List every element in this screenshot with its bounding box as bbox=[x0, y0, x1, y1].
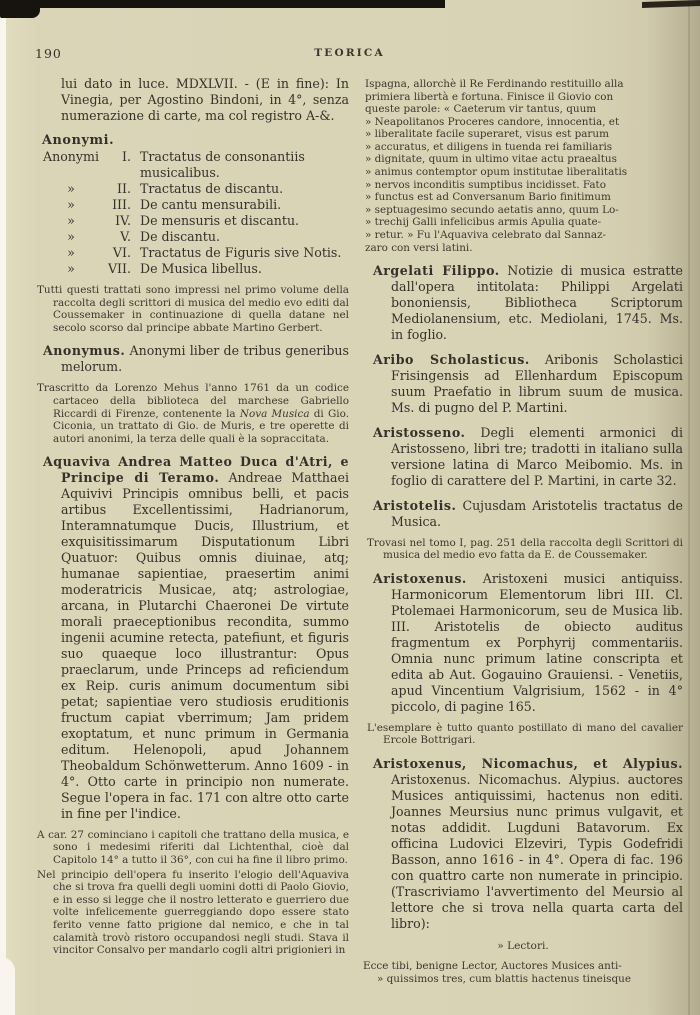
list-item bbox=[43, 245, 349, 261]
entry-anonymus bbox=[43, 343, 349, 375]
list-item-lead: » bbox=[67, 181, 75, 197]
footnote-trascritto bbox=[37, 382, 349, 445]
footnote-text: Trascritto da Lorenzo Mehus l'anno 1761 da un codice cartaceo della biblioteca del marchese Gabriello Riccardi di Firenze, contenente la bbox=[37, 382, 349, 420]
footnote-trovasi: Trovasi nel tomo I, pag. 251 della raccolta degli Scrittori di musica del medio evo fatta da E. de Coussemaker. bbox=[367, 536, 683, 562]
entry-aquaviva bbox=[43, 454, 349, 822]
footnote-italic-title: Nova Musica bbox=[239, 407, 310, 420]
left-column bbox=[33, 76, 349, 985]
footnote-line: Ispagna, allorchè il Re Ferdinando restituillo alla bbox=[365, 78, 624, 90]
page-header bbox=[33, 44, 683, 66]
lectori-line: » Lectori. bbox=[497, 939, 549, 952]
entry-text: Notizie di musica estratte dall'opera intitolata: Philippi Argelati bononiensis, Bibliotheca Scriptorum Mediolanensium, etc. Mediolani, 1745. Ms. in foglio. bbox=[391, 263, 683, 343]
entry-text: Aribonis Scholastici Frisingensis ad Ellenhardum Episcopum suum Praefatio in librum suum de musica. Ms. di pugno del P. Martini. bbox=[391, 352, 683, 415]
entry-heading-anonymi: Anonymi. bbox=[42, 132, 115, 148]
entry-name: Aquaviva Andrea Matteo Duca d'Atri, e Principe di Teramo. bbox=[43, 454, 349, 486]
footnote-line: » liberalitate facile superaret, visus est parum bbox=[365, 128, 609, 141]
footnote-line: zaro con versi latini. bbox=[365, 241, 473, 254]
page-content bbox=[33, 44, 683, 985]
footnote-line: » septuagesimo secundo aetatis anno, quum Lo- bbox=[365, 203, 619, 216]
list-item bbox=[43, 197, 349, 213]
list-item-lead: » bbox=[67, 261, 75, 277]
page-number: 190 bbox=[35, 46, 62, 61]
list-item-numeral: V. bbox=[120, 229, 131, 245]
list-item-numeral: VI. bbox=[112, 245, 131, 261]
entry-name: Aristosseno. bbox=[373, 424, 466, 440]
running-head: TEORICA bbox=[314, 47, 385, 59]
list-item-numeral: III. bbox=[112, 197, 131, 213]
two-column-text bbox=[33, 76, 683, 985]
list-item bbox=[43, 149, 349, 181]
footnote-text: di Gio. Ciconia, un trattato di Gio. de Muris, e tre operette di autori anonimi, la terza delle quali è la sopraccitata. bbox=[53, 407, 349, 445]
continuation-paragraph: lui dato in luce. MDXLVII. - (E in fine): In Vinegia, per Agostino Bindoni, in 4°, senza numerazione di carte, ma col registro A-&. bbox=[61, 76, 349, 123]
entry-text: Andreae Matthaei Aquivivi Principis omnibus belli, et pacis artibus Excellentissimi, Hadrianorum, Interamnatumque Ducis, Illustrium, et exquisitissimarum Disputationum Libri Quatuor: Quibus omnis diuinae, atq; humanae sapientiae, praesertim animi moderatricis Musicae, atq; astrologiae, arcana, in Plutarchi Chaeronei De virtute morali praeceptionibus recondita, summo ingenii acumine retecta, patefiunt, et figuris suo quaeque loco illustrantur: Opus praeclarum, unde Princeps ad reficiendum ex Reip. curis animum documentum sibi petat; sapientiae vero studiosis eruditionis fructum capiat vberrimum; Jam pridem exoptatum, et nunc primum in Germania editum. Helenopoli, apud Johannem Theobaldum Schönwetterum. Anno 1609 - in 4°. Otto carte in principio non numerate. Segue l'opera in fac. 171 con altre otto carte in fine per l'indice. bbox=[61, 470, 349, 821]
scan-dark-edge-top bbox=[0, 0, 445, 8]
entry-name: Aristoxenus. bbox=[373, 571, 467, 587]
entry-aristosseno bbox=[373, 424, 683, 489]
right-column bbox=[363, 76, 683, 985]
entry-aribo bbox=[373, 352, 683, 416]
list-item bbox=[43, 181, 349, 197]
scan-edge-left bbox=[0, 0, 6, 1015]
entry-aristoxenus bbox=[373, 571, 683, 715]
footnote-line: » nervos inconditis sumptibus incidisset. Fato bbox=[365, 178, 606, 191]
list-item-lead: » bbox=[67, 197, 75, 213]
footnote-line: » animus contemptor opum institutae liberalitatis bbox=[365, 166, 628, 179]
scan-edge-bottom-left bbox=[0, 957, 15, 1015]
footnote-line: » quissimos tres, cum blattis hactenus tineisque bbox=[377, 972, 631, 985]
list-item-numeral: I. bbox=[122, 149, 131, 165]
list-item-numeral: VII. bbox=[107, 261, 131, 277]
list-item-lead: Anonymi bbox=[43, 149, 99, 165]
footnote-line: » trechij Galli infelicibus armis Apulia quate- bbox=[365, 216, 602, 229]
entry-name: Anonymus. bbox=[43, 343, 126, 359]
list-item-lead: » bbox=[67, 229, 75, 245]
entry-text: Anonymi liber de tribus generibus melorum. bbox=[61, 343, 349, 375]
list-item-numeral: II. bbox=[117, 181, 131, 197]
footnote-ecce-tibi bbox=[363, 960, 683, 985]
list-item-numeral: IV. bbox=[115, 213, 131, 229]
anonymi-list bbox=[33, 149, 349, 277]
footnote-line: » functus est ad Conversanum Bario finitimum bbox=[365, 191, 611, 204]
footnote-line: » accuratus, et diligens in tuenda rei familiaris bbox=[365, 140, 613, 153]
list-item-text: De cantu mensurabili. bbox=[140, 197, 282, 213]
entry-text: Aristoxenus. Nicomachus. Alypius. auctores Musices antiquissimi, hactenus non editi. Joannes Meursius nunc primus vulgavit, et notas addidit. Lugduni Batavorum. Ex officina Ludovici Elzeviri, Typis Godefridi Basson, anno 1616 - in 4°. Opera di fac. 196 con quattro carte non numerate in principio. (Trascriviamo l'avvertimento del Meursio al lettore che si trova nella quarta carta del libro): bbox=[391, 772, 683, 931]
list-item-text: Tractatus de discantu. bbox=[140, 181, 284, 197]
list-item bbox=[43, 261, 349, 277]
entry-name: Aristotelis. bbox=[373, 497, 457, 513]
list-item bbox=[43, 213, 349, 229]
entry-text: Degli elementi armonici di Aristosseno, libri tre; tradotti in italiano sulla versione latina di Marco Meibomio. Ms. in foglio di carattere del P. Martini, in carte 32. bbox=[391, 424, 683, 488]
entry-argelati bbox=[373, 263, 683, 343]
list-item-text: De discantu. bbox=[140, 229, 220, 245]
footnote-line: queste parole: « Caeterum vir tantus, quum bbox=[365, 103, 597, 116]
footnote-esemplare: L'esemplare è tutto quanto postillato di mano del cavalier Ercole Bottrigari. bbox=[367, 721, 683, 747]
footnote-line: » dignitate, quum in ultimo vitae actu praealtus bbox=[365, 153, 617, 166]
list-item-text: De mensuris et discantu. bbox=[140, 213, 300, 229]
entry-text: Aristoxeni musici antiquiss. Harmonicorum Elementorum libri III. Cl. Ptolemaei Harmonicorum, seu de Musica lib. III. Aristotelis de obiecto auditus fragmentum ex Porphyrij commentariis. Omnia nunc primum latine conscripta et edita ab Aut. Gogauino Grauiensi. - Venetiis, apud Vincentium Valgrisium, 1562 - in 4° piccolo, di pagine 165. bbox=[391, 571, 683, 714]
footnote-line: » retur. » Fu l'Aquaviva celebrato dal Sannaz- bbox=[365, 228, 607, 241]
entry-aristoxenus-nicomachus-alypius bbox=[373, 756, 683, 932]
entry-name: Aristoxenus, Nicomachus, et Alypius. bbox=[373, 756, 683, 772]
entry-aristotelis bbox=[373, 497, 683, 530]
list-item-text: Tractatus de consonantiis musicalibus. bbox=[140, 149, 305, 181]
list-item-lead: » bbox=[67, 245, 75, 261]
footnote-line: primiera libertà e fortuna. Finisce il Giovio con bbox=[365, 90, 614, 103]
entry-name: Aribo Scholasticus. bbox=[373, 352, 530, 368]
entry-name: Argelati Filippo. bbox=[373, 263, 500, 279]
list-item-lead: » bbox=[67, 213, 75, 229]
footnote-line: » Neapolitanos Proceres candore, innocentia, et bbox=[365, 115, 620, 128]
footnote-line: Ecce tibi, benigne Lector, Auctores Musices anti- bbox=[363, 960, 622, 973]
list-item bbox=[43, 229, 349, 245]
list-item-text: De Musica libellus. bbox=[140, 261, 262, 277]
entry-text: Cujusdam Aristotelis tractatus de Musica. bbox=[391, 497, 683, 529]
footnote-elogio: Nel principio dell'opera fu inserito l'elogio dell'Aquaviva che si trova fra quelli degli uomini dotti di Paolo Giovio, e in esso si legge che il nostro letterato e guerriero due volte infelicemente guerreggiando dopo essere stato ferito venne fatto prigione dal nemico, e che in tal calamità trovò ristoro occupandosi negli studi. Stava il vincitor Consalvo per mandarlo cogli altri prigionieri in bbox=[37, 868, 349, 957]
footnote-capitoli: A car. 27 cominciano i capitoli che trattano della musica, e sono i medesimi riferiti dal Lichtenthal, cioè dal Capitolo 14° a tutto il 36°, con cui ha fine il libro primo. bbox=[37, 828, 349, 867]
list-item-text: Tractatus de Figuris sive Notis. bbox=[140, 245, 342, 261]
footnote-ispagna-quotation bbox=[365, 78, 683, 254]
footnote-coussemaker: Tutti questi trattati sono impressi nel primo volume della raccolta degli scrittori di musica del medio evo editi dal Coussemaker in continuazione di quella datane nel secolo scorso dal principe abbate Martino Gerbert. bbox=[37, 284, 349, 334]
scan-dark-corner-top-left bbox=[0, 0, 40, 18]
